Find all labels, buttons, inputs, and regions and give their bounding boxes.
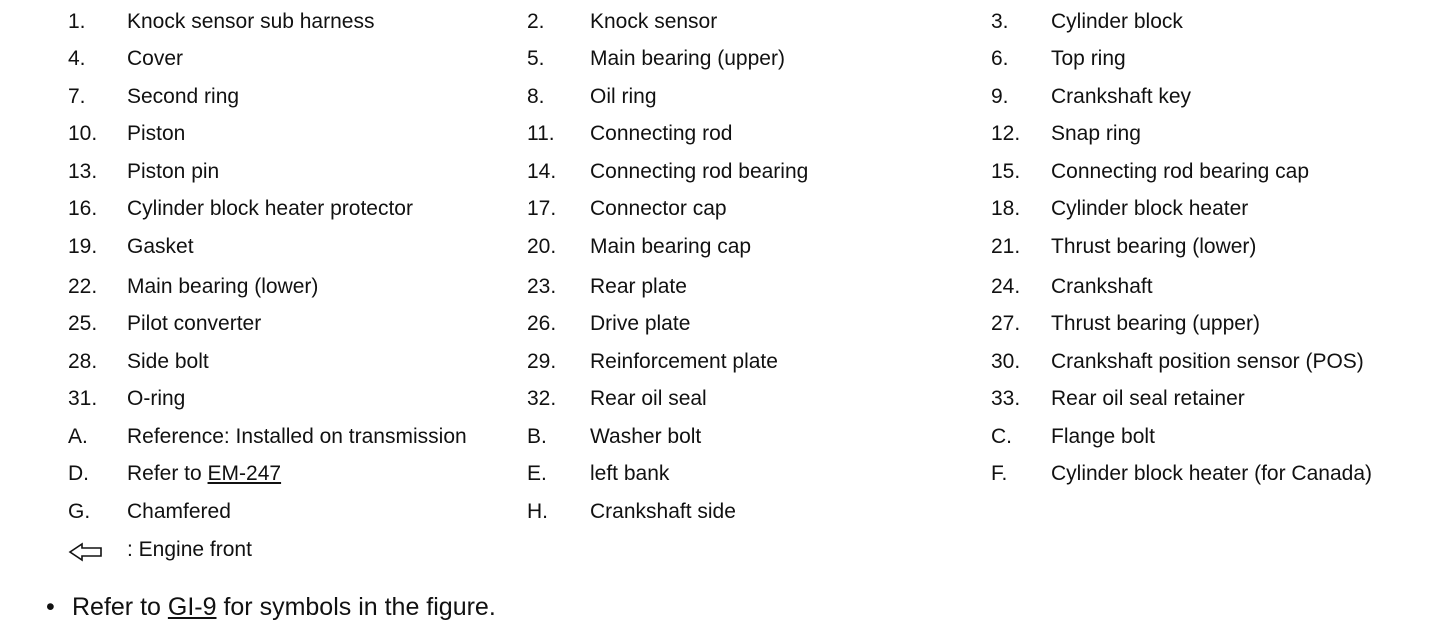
legend-item-label: [1051, 422, 1155, 452]
legend-item-text: left bank: [590, 462, 670, 485]
legend-item-number: A.: [68, 425, 88, 448]
legend-item-text: Cylinder block heater: [1051, 197, 1249, 220]
legend-item-number: 26.: [527, 312, 557, 335]
legend-item-label: [127, 82, 239, 112]
legend-item-number: H.: [527, 500, 548, 523]
legend-item-label: [590, 384, 707, 414]
legend-item-label: [590, 497, 736, 527]
legend-item-number: 12.: [991, 122, 1021, 145]
legend-item-text: Crankshaft key: [1051, 85, 1192, 108]
gi-9-link[interactable]: GI-9: [167, 593, 217, 621]
legend-item-label: [127, 232, 194, 262]
legend-item-text: Piston: [127, 122, 186, 145]
legend-item-label: [590, 347, 778, 377]
legend-item-number: 13.: [68, 160, 98, 183]
legend-item-text: Crankshaft side: [590, 500, 736, 523]
legend-item-label: [1051, 384, 1245, 414]
legend-item-label: [127, 459, 281, 489]
legend-item-number: 3.: [991, 10, 1009, 33]
legend-item-number: 17.: [527, 197, 557, 220]
legend-item-text: Drive plate: [590, 312, 691, 335]
legend-item-text: Flange bolt: [1051, 425, 1155, 448]
legend-item-text: Rear oil seal: [590, 387, 707, 410]
legend-item-label: [127, 497, 231, 527]
legend-item-label: [127, 44, 183, 74]
legend-item-number: 24.: [991, 275, 1021, 298]
legend-item-text: Refer to: [127, 462, 208, 485]
legend-item-label: [1051, 459, 1372, 489]
legend-item-number: 28.: [68, 350, 98, 373]
legend-item-number: E.: [527, 462, 547, 485]
legend-item-text: Piston pin: [127, 160, 220, 183]
legend-item-label: [127, 7, 374, 37]
legend-item-text: Gasket: [127, 235, 194, 258]
legend-item-text: Main bearing cap: [590, 235, 752, 258]
legend-item-label: [1051, 157, 1309, 187]
legend-item-label: [590, 44, 785, 74]
legend-item-label: [1051, 272, 1153, 302]
legend-item-number: 6.: [991, 47, 1009, 70]
legend-row: [0, 82, 1440, 112]
legend-item-label: [127, 309, 261, 339]
legend-item-label: [1051, 347, 1364, 377]
legend-item-number: 4.: [68, 47, 86, 70]
legend-item-text: Crankshaft: [1051, 275, 1153, 298]
legend-item-number: 7.: [68, 85, 86, 108]
note-prefix: Refer to: [72, 593, 168, 621]
engine-front-label: : Engine front: [127, 538, 252, 561]
legend-item-label: [127, 194, 413, 224]
legend-item-text: Rear oil seal retainer: [1051, 387, 1245, 410]
legend-item-text: Top ring: [1051, 47, 1126, 70]
legend-item-number: 20.: [527, 235, 557, 258]
legend-item-text: Chamfered: [127, 500, 231, 523]
legend-item-label: [127, 347, 209, 377]
legend-item-label: [590, 119, 732, 149]
bullet: •: [46, 593, 55, 621]
engine-front-legend: [0, 534, 700, 566]
legend-row: [0, 232, 1440, 262]
legend-row: [0, 422, 1440, 452]
legend-item-text: Connecting rod: [590, 122, 733, 145]
legend-item-number: 2.: [527, 10, 545, 33]
legend-item-number: D.: [68, 462, 89, 485]
legend-row: [0, 272, 1440, 302]
legend-row: [0, 119, 1440, 149]
legend-item-text: Second ring: [127, 85, 240, 108]
legend-item-number: 30.: [991, 350, 1021, 373]
legend-item-number: 21.: [991, 235, 1021, 258]
legend-row: [0, 309, 1440, 339]
legend-item-number: 11.: [527, 122, 555, 145]
legend-item-number: 16.: [68, 197, 98, 220]
legend-item-text: Rear plate: [590, 275, 687, 298]
legend-item-text: O-ring: [127, 387, 186, 410]
legend-item-label: [590, 422, 701, 452]
legend-item-text: Connecting rod bearing: [590, 160, 809, 183]
legend-item-text: Knock sensor: [590, 10, 718, 33]
legend-item-text: Thrust bearing (upper): [1051, 312, 1260, 335]
legend-item-text: Main bearing (lower): [127, 275, 319, 298]
legend-row: [0, 347, 1440, 377]
legend-item-number: 18.: [991, 197, 1021, 220]
legend-item-number: 9.: [991, 85, 1009, 108]
legend-item-number: G.: [68, 500, 91, 523]
legend-row: [0, 384, 1440, 414]
legend-item-text: Main bearing (upper): [590, 47, 785, 70]
legend-item-text: Reference: Installed on transmission: [127, 425, 467, 448]
symbols-note: [46, 589, 496, 625]
arrow-left-outline-icon: [68, 542, 104, 562]
legend-item-label: [127, 157, 219, 187]
legend-item-label: [590, 157, 808, 187]
legend-row: [0, 44, 1440, 74]
legend-item-text: Snap ring: [1051, 122, 1141, 145]
legend-item-label: [127, 422, 467, 452]
legend-item-text: Cylinder block: [1051, 10, 1183, 33]
legend-item-label: [590, 82, 657, 112]
legend-item-number: 19.: [68, 235, 98, 258]
legend-item-label: [127, 119, 185, 149]
legend-item-text: Cover: [127, 47, 184, 70]
legend-item-label: [590, 272, 687, 302]
legend-item-label: [1051, 194, 1248, 224]
legend-item-number: 15.: [991, 160, 1021, 183]
em-247-link[interactable]: EM-247: [207, 462, 282, 485]
legend-item-number: 22.: [68, 275, 98, 298]
legend-item-number: 31.: [68, 387, 98, 410]
legend-item-label: [590, 459, 669, 489]
legend-item-label: [590, 7, 717, 37]
legend-row: [0, 459, 1440, 489]
legend-item-number: 32.: [527, 387, 557, 410]
legend-row: [0, 194, 1440, 224]
legend-item-number: 1.: [68, 10, 86, 33]
legend-item-number: 27.: [991, 312, 1021, 335]
legend-item-text: Cylinder block heater (for Canada): [1051, 462, 1372, 485]
legend-item-number: B.: [527, 425, 547, 448]
legend-item-text: Thrust bearing (lower): [1051, 235, 1257, 258]
legend-item-text: Connector cap: [590, 197, 727, 220]
legend-item-text: Pilot converter: [127, 312, 262, 335]
legend-item-text: Side bolt: [127, 350, 209, 373]
legend-item-label: [1051, 232, 1256, 262]
legend-item-text: Washer bolt: [590, 425, 702, 448]
legend-item-text: Crankshaft position sensor (POS): [1051, 350, 1364, 373]
legend-item-label: [127, 384, 185, 414]
legend-item-text: Reinforcement plate: [590, 350, 778, 373]
legend-item-label: [590, 232, 751, 262]
legend-item-number: 5.: [527, 47, 545, 70]
legend-item-label: [590, 309, 690, 339]
legend-item-label: [1051, 82, 1191, 112]
legend-item-label: [1051, 119, 1141, 149]
legend-item-text: Connecting rod bearing cap: [1051, 160, 1310, 183]
legend-item-number: 10.: [68, 122, 98, 145]
legend-item-number: 33.: [991, 387, 1021, 410]
legend-row: [0, 157, 1440, 187]
legend-item-label: [1051, 309, 1260, 339]
legend-row: [0, 497, 1440, 527]
legend-item-number: F.: [991, 462, 1008, 485]
legend-item-number: C.: [991, 425, 1012, 448]
legend-item-label: [1051, 7, 1183, 37]
legend-item-number: 23.: [527, 275, 557, 298]
legend-item-label: [1051, 44, 1126, 74]
legend-item-text: Oil ring: [590, 85, 657, 108]
legend-item-number: 25.: [68, 312, 98, 335]
legend-item-number: 8.: [527, 85, 545, 108]
legend-item-text: Cylinder block heater protector: [127, 197, 413, 220]
legend-item-number: 14.: [527, 160, 557, 183]
note-suffix: for symbols in the figure.: [216, 593, 496, 621]
legend-row: [0, 7, 1440, 37]
legend-item-label: [590, 194, 727, 224]
legend-item-number: 29.: [527, 350, 557, 373]
legend-item-label: [127, 272, 318, 302]
legend-item-text: Knock sensor sub harness: [127, 10, 375, 33]
